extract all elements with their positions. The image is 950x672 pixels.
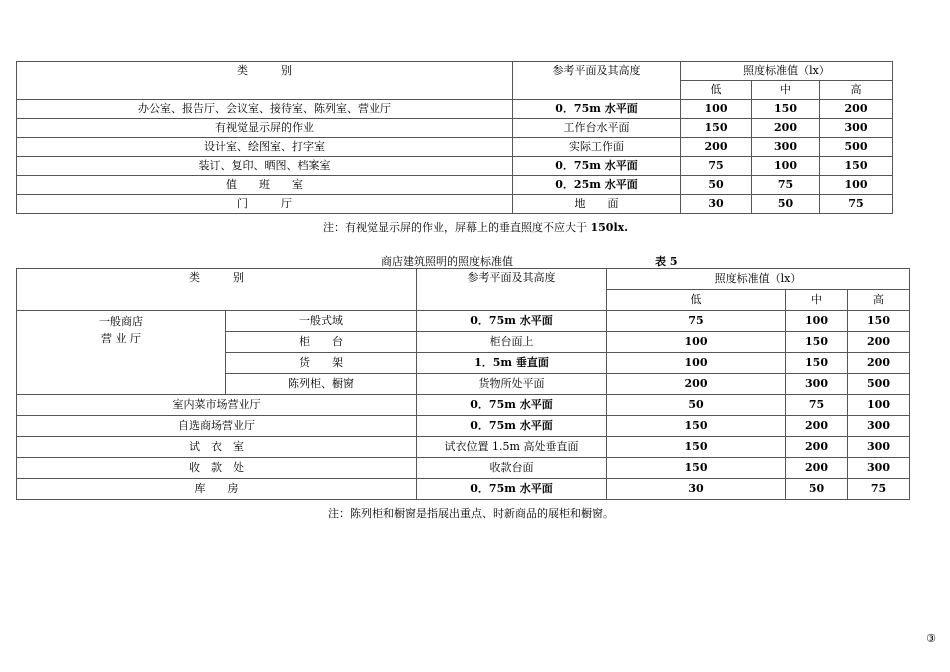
row-mid: 300 xyxy=(786,374,848,395)
row-low: 150 xyxy=(681,119,752,138)
table2-title: 商店建筑照明的照度标准值 xyxy=(381,255,513,268)
table-row xyxy=(17,311,910,332)
row-mid: 75 xyxy=(786,395,848,416)
row-ref: 0．75m 水平面 xyxy=(417,395,607,416)
row-category: 有视觉显示屏的作业 xyxy=(17,119,513,138)
row-ref: 收款台面 xyxy=(417,458,607,479)
row-high: 300 xyxy=(848,416,910,437)
row-ref: 柜台面上 xyxy=(417,332,607,353)
row-high: 500 xyxy=(820,138,893,157)
header-category: 类 别 xyxy=(17,62,513,100)
row-high: 200 xyxy=(848,332,910,353)
row-ref: 试衣位置 1.5m 高处垂直面 xyxy=(417,437,607,458)
row-category: 收 款 处 xyxy=(17,458,417,479)
row-mid: 300 xyxy=(752,138,820,157)
row-low: 30 xyxy=(607,479,786,500)
row-low: 50 xyxy=(607,395,786,416)
row-category: 库 房 xyxy=(17,479,417,500)
row-ref: 0．75m 水平面 xyxy=(513,100,681,119)
table2-note: 注：陈列柜和橱窗是指展出重点、时新商品的展柜和橱窗。 xyxy=(328,507,614,520)
table-row xyxy=(17,176,893,195)
row-category: 装订、复印、晒图、档案室 xyxy=(17,157,513,176)
row-low: 200 xyxy=(681,138,752,157)
row-high: 150 xyxy=(820,157,893,176)
row-category: 门 厅 xyxy=(17,195,513,214)
page-number: ③ xyxy=(926,632,936,645)
table-row xyxy=(17,395,910,416)
row-mid: 50 xyxy=(752,195,820,214)
row-high: 75 xyxy=(848,479,910,500)
row-low: 150 xyxy=(607,416,786,437)
table-row xyxy=(17,479,910,500)
header-mid: 中 xyxy=(786,290,848,311)
row-high: 500 xyxy=(848,374,910,395)
header-low: 低 xyxy=(607,290,786,311)
row-category: 一般式域 xyxy=(226,311,417,332)
row-high: 100 xyxy=(848,395,910,416)
row-ref: 货物所处平面 xyxy=(417,374,607,395)
table-row xyxy=(17,157,893,176)
row-low: 100 xyxy=(607,353,786,374)
row-low: 75 xyxy=(681,157,752,176)
row-category: 值 班 室 xyxy=(17,176,513,195)
table-row xyxy=(17,195,893,214)
row-mid: 50 xyxy=(786,479,848,500)
row-mid: 200 xyxy=(786,437,848,458)
header-high: 高 xyxy=(848,290,910,311)
row-mid: 200 xyxy=(786,416,848,437)
row-low: 30 xyxy=(681,195,752,214)
table-row xyxy=(17,437,910,458)
row-mid: 75 xyxy=(752,176,820,195)
shop-illuminance-table xyxy=(16,268,910,500)
header-high: 高 xyxy=(820,81,893,100)
row-mid: 100 xyxy=(786,311,848,332)
table-row xyxy=(17,416,910,437)
row-low: 50 xyxy=(681,176,752,195)
row-mid: 100 xyxy=(752,157,820,176)
row-category: 自选商场营业厅 xyxy=(17,416,417,437)
row-mid: 200 xyxy=(752,119,820,138)
row-category: 设计室、绘图室、打字室 xyxy=(17,138,513,157)
row-category: 办公室、报告厅、会议室、接待室、陈列室、营业厅 xyxy=(17,100,513,119)
row-ref: 0．75m 水平面 xyxy=(513,157,681,176)
table-row xyxy=(17,100,893,119)
row-category: 柜 台 xyxy=(226,332,417,353)
row-mid: 150 xyxy=(752,100,820,119)
table2-label: 表 5 xyxy=(655,255,678,268)
header-illuminance: 照度标准值（lx） xyxy=(681,62,893,81)
row-low: 200 xyxy=(607,374,786,395)
header-ref-plane: 参考平面及其高度 xyxy=(417,269,607,311)
group-label-line1: 一般商店 xyxy=(99,315,143,328)
table-row xyxy=(17,138,893,157)
table1-note-value: 150lx. xyxy=(590,221,629,234)
group-label xyxy=(17,311,226,395)
office-illuminance-table xyxy=(16,61,893,214)
row-ref: 0．25m 水平面 xyxy=(513,176,681,195)
row-high: 150 xyxy=(848,311,910,332)
row-high: 200 xyxy=(848,353,910,374)
table1-note xyxy=(323,219,628,235)
row-mid: 150 xyxy=(786,353,848,374)
header-mid: 中 xyxy=(752,81,820,100)
row-ref: 地 面 xyxy=(513,195,681,214)
header-category: 类 别 xyxy=(17,269,417,311)
row-low: 100 xyxy=(607,332,786,353)
table-row xyxy=(17,119,893,138)
table-row xyxy=(17,458,910,479)
table1-note-text: 注：有视觉显示屏的作业，屏幕上的垂直照度不应大于 xyxy=(323,221,591,234)
header-low: 低 xyxy=(681,81,752,100)
row-high: 300 xyxy=(848,458,910,479)
row-ref: 0．75m 水平面 xyxy=(417,416,607,437)
row-category: 货 架 xyxy=(226,353,417,374)
row-low: 150 xyxy=(607,437,786,458)
row-high: 300 xyxy=(820,119,893,138)
header-illuminance: 照度标准值（lx） xyxy=(607,269,910,290)
group-label-line2: 营 业 厅 xyxy=(101,331,141,345)
row-low: 100 xyxy=(681,100,752,119)
row-ref: 0．75m 水平面 xyxy=(417,311,607,332)
row-low: 75 xyxy=(607,311,786,332)
row-high: 75 xyxy=(820,195,893,214)
row-ref: 工作台水平面 xyxy=(513,119,681,138)
row-category: 试 衣 室 xyxy=(17,437,417,458)
row-high: 100 xyxy=(820,176,893,195)
row-category: 室内菜市场营业厅 xyxy=(17,395,417,416)
row-high: 300 xyxy=(848,437,910,458)
header-ref-plane: 参考平面及其高度 xyxy=(513,62,681,100)
row-ref: 0．75m 水平面 xyxy=(417,479,607,500)
row-low: 150 xyxy=(607,458,786,479)
row-mid: 200 xyxy=(786,458,848,479)
row-high: 200 xyxy=(820,100,893,119)
row-category: 陈列柜、橱窗 xyxy=(226,374,417,395)
row-ref: 实际工作面 xyxy=(513,138,681,157)
row-ref: 1．5m 垂直面 xyxy=(417,353,607,374)
row-mid: 150 xyxy=(786,332,848,353)
